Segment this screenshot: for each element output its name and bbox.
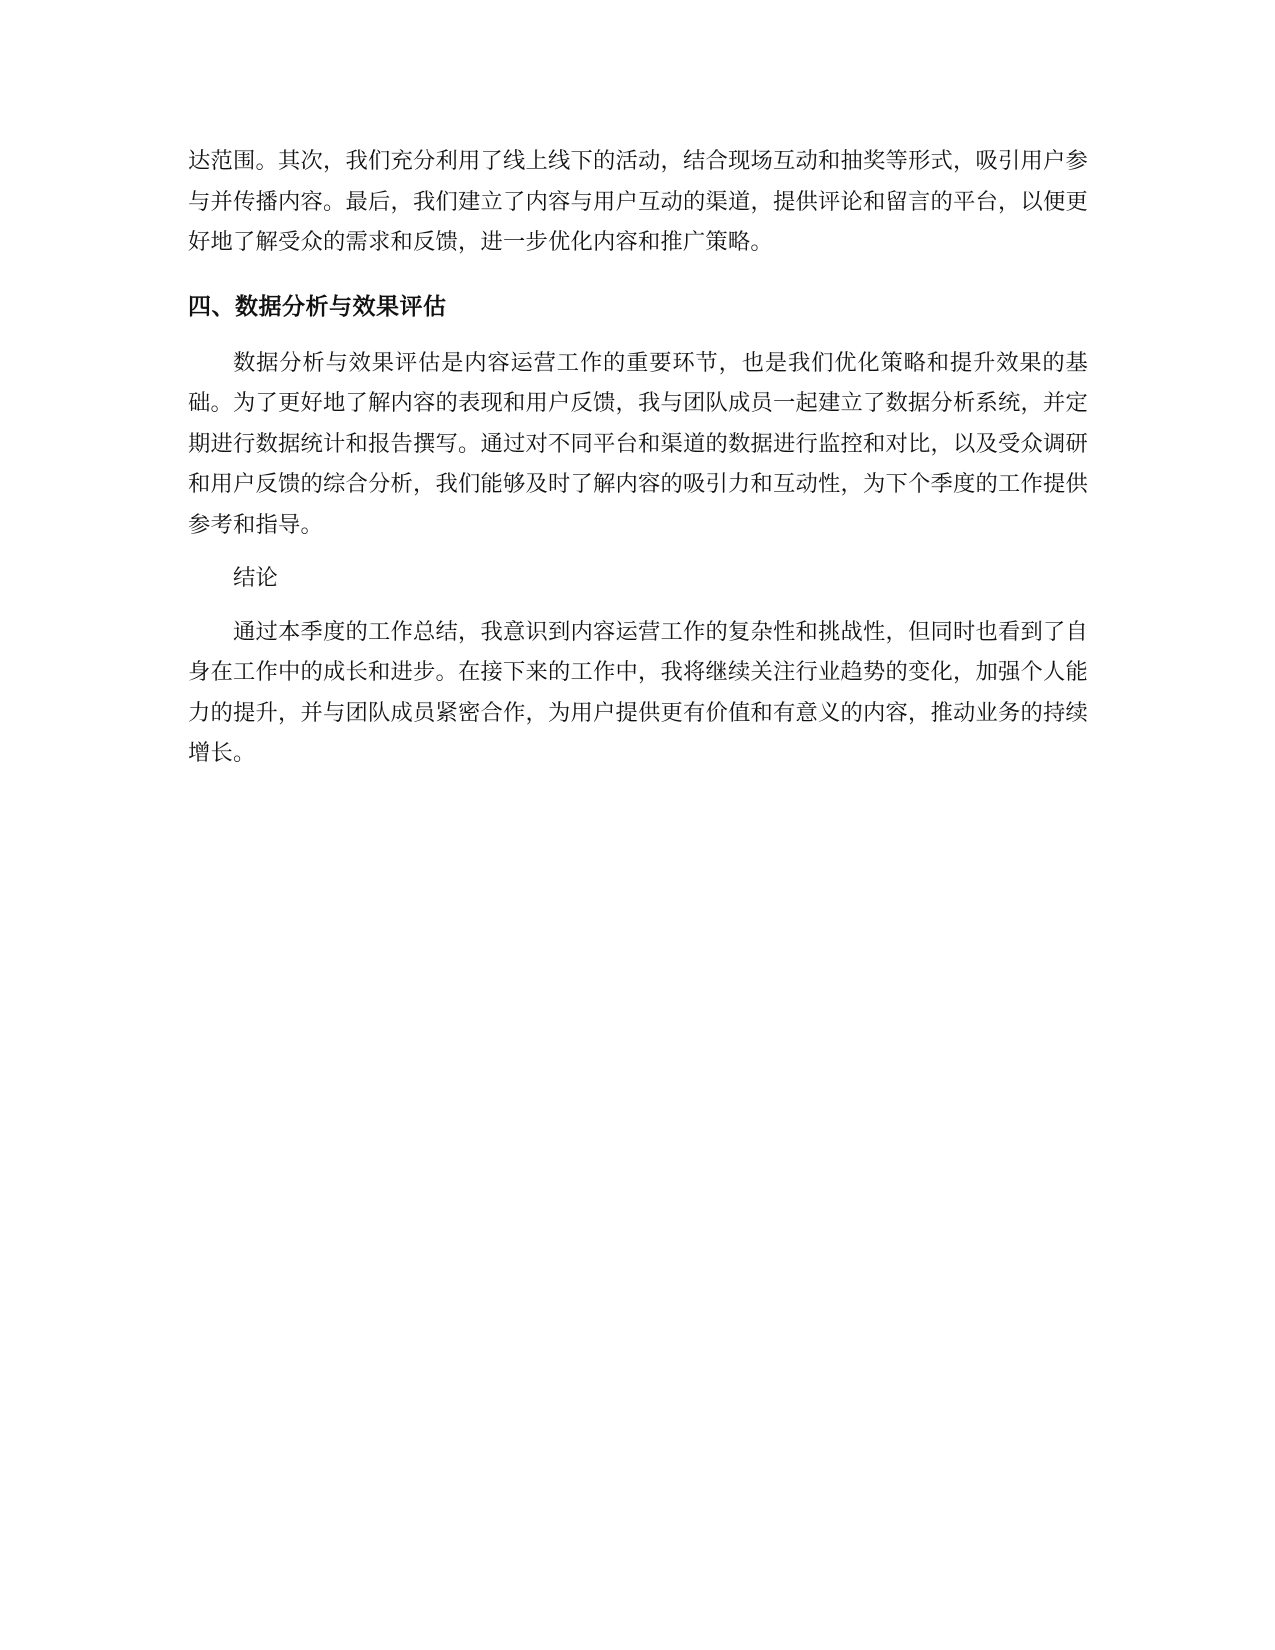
document-body — [188, 141, 1088, 774]
conclusion-label: 结论 — [233, 565, 278, 591]
section-heading: 四、数据分析与效果评估 — [188, 293, 447, 320]
conclusion-paragraph: 通过本季度的工作总结，我意识到内容运营工作的复杂性和挑战性，但同时也看到了自身在工作中的成长和进步。在接下来的工作中，我将继续关注行业趋势的变化，加强个人能力的提升，并与团队成员紧密合作，为用户提供更有价值和有意义的内容，推动业务的持续增长。 — [188, 618, 1088, 766]
section-paragraph: 数据分析与效果评估是内容运营工作的重要环节，也是我们优化策略和提升效果的基础。为了更好地了解内容的表现和用户反馈，我与团队成员一起建立了数据分析系统，并定期进行数据统计和报告撰写。通过对不同平台和渠道的数据进行监控和对比，以及受众调研和用户反馈的综合分析，我们能够及时了解内容的吸引力和互动性，为下个季度的工作提供参考和指导。 — [188, 349, 1088, 538]
paragraph-continued: 达范围。其次，我们充分利用了线上线下的活动，结合现场互动和抽奖等形式，吸引用户参与并传播内容。最后，我们建立了内容与用户互动的渠道，提供评论和留言的平台，以便更好地了解受众的需求和反馈，进一步优化内容和推广策略。 — [188, 148, 1088, 255]
